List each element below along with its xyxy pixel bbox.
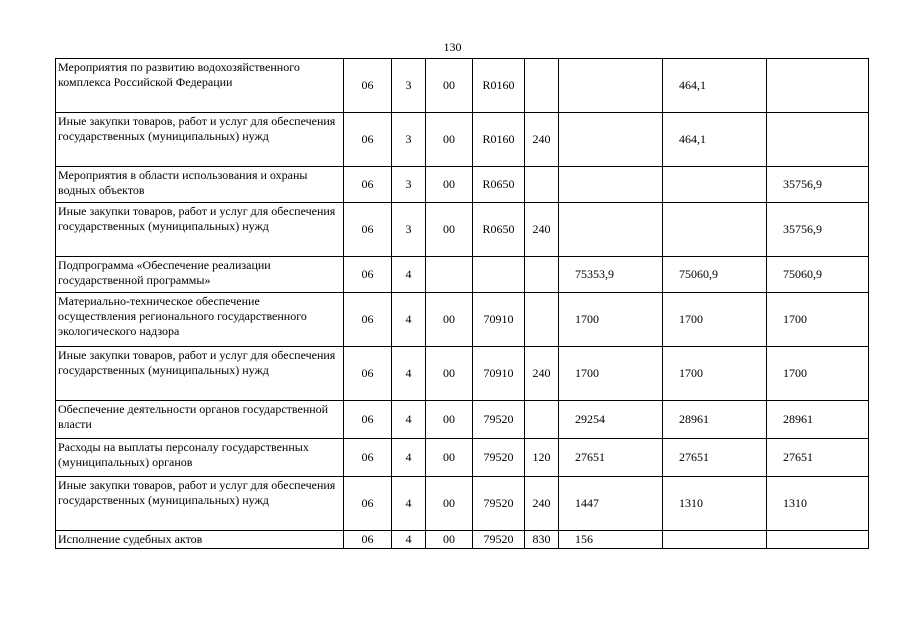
sub-code-cell bbox=[426, 257, 473, 293]
amount-year2-cell: 1700 bbox=[663, 293, 767, 347]
amount-year3-cell: 27651 bbox=[767, 439, 869, 477]
row-name-cell: Обеспечение деятельности органов государственной власти bbox=[56, 401, 344, 439]
amount-year1-cell bbox=[559, 167, 663, 203]
expense-type-cell: 240 bbox=[525, 347, 559, 401]
expense-type-cell: 240 bbox=[525, 477, 559, 531]
row-name-cell: Иные закупки товаров, работ и услуг для обеспечения государственных (муниципальных) нужд bbox=[56, 347, 344, 401]
amount-year2-cell: 1700 bbox=[663, 347, 767, 401]
table-row bbox=[56, 347, 869, 401]
section-code-cell: 06 bbox=[344, 113, 392, 167]
row-name-cell: Материально-техническое обеспечение осуществления регионального государственного экологического надзора bbox=[56, 293, 344, 347]
row-name-cell: Подпрограмма «Обеспечение реализации государственной программы» bbox=[56, 257, 344, 293]
amount-year3-cell: 1700 bbox=[767, 293, 869, 347]
section-code-cell: 06 bbox=[344, 439, 392, 477]
section-code-cell: 06 bbox=[344, 347, 392, 401]
target-article-cell: 79520 bbox=[473, 531, 525, 549]
section-code-cell: 06 bbox=[344, 257, 392, 293]
subsection-code-cell: 4 bbox=[392, 477, 426, 531]
amount-year1-cell: 1700 bbox=[559, 347, 663, 401]
subsection-code-cell: 4 bbox=[392, 439, 426, 477]
section-code-cell: 06 bbox=[344, 531, 392, 549]
table-row bbox=[56, 257, 869, 293]
amount-year1-cell: 1700 bbox=[559, 293, 663, 347]
amount-year3-cell bbox=[767, 531, 869, 549]
target-article-cell: R0650 bbox=[473, 203, 525, 257]
amount-year3-cell: 35756,9 bbox=[767, 167, 869, 203]
row-name-cell: Иные закупки товаров, работ и услуг для обеспечения государственных (муниципальных) нужд bbox=[56, 113, 344, 167]
subsection-code-cell: 4 bbox=[392, 257, 426, 293]
amount-year2-cell: 464,1 bbox=[663, 59, 767, 113]
subsection-code-cell: 4 bbox=[392, 293, 426, 347]
amount-year1-cell: 75353,9 bbox=[559, 257, 663, 293]
row-name-cell: Иные закупки товаров, работ и услуг для обеспечения государственных (муниципальных) нужд bbox=[56, 203, 344, 257]
amount-year1-cell: 156 bbox=[559, 531, 663, 549]
sub-code-cell: 00 bbox=[426, 167, 473, 203]
expense-type-cell bbox=[525, 257, 559, 293]
amount-year2-cell bbox=[663, 167, 767, 203]
subsection-code-cell: 3 bbox=[392, 113, 426, 167]
amount-year2-cell: 1310 bbox=[663, 477, 767, 531]
target-article-cell: R0160 bbox=[473, 59, 525, 113]
expense-type-cell bbox=[525, 293, 559, 347]
row-name-cell: Исполнение судебных актов bbox=[56, 531, 344, 549]
table-row bbox=[56, 401, 869, 439]
section-code-cell: 06 bbox=[344, 401, 392, 439]
section-code-cell: 06 bbox=[344, 203, 392, 257]
budget-table bbox=[55, 58, 869, 549]
table-row bbox=[56, 203, 869, 257]
subsection-code-cell: 4 bbox=[392, 531, 426, 549]
page-number: 130 bbox=[443, 40, 462, 54]
section-code-cell: 06 bbox=[344, 59, 392, 113]
amount-year3-cell bbox=[767, 113, 869, 167]
target-article-cell: 79520 bbox=[473, 477, 525, 531]
expense-type-cell: 240 bbox=[525, 203, 559, 257]
sub-code-cell: 00 bbox=[426, 203, 473, 257]
amount-year2-cell: 28961 bbox=[663, 401, 767, 439]
subsection-code-cell: 3 bbox=[392, 167, 426, 203]
table-row bbox=[56, 293, 869, 347]
sub-code-cell: 00 bbox=[426, 347, 473, 401]
row-name-cell: Расходы на выплаты персоналу государственных (муниципальных) органов bbox=[56, 439, 344, 477]
sub-code-cell: 00 bbox=[426, 439, 473, 477]
section-code-cell: 06 bbox=[344, 167, 392, 203]
amount-year1-cell: 27651 bbox=[559, 439, 663, 477]
amount-year2-cell: 27651 bbox=[663, 439, 767, 477]
target-article-cell: 79520 bbox=[473, 439, 525, 477]
expense-type-cell bbox=[525, 59, 559, 113]
table-row bbox=[56, 113, 869, 167]
row-name-cell: Мероприятия в области использования и охраны водных объектов bbox=[56, 167, 344, 203]
target-article-cell: 79520 bbox=[473, 401, 525, 439]
sub-code-cell: 00 bbox=[426, 59, 473, 113]
amount-year1-cell bbox=[559, 203, 663, 257]
target-article-cell: R0650 bbox=[473, 167, 525, 203]
expense-type-cell: 240 bbox=[525, 113, 559, 167]
sub-code-cell: 00 bbox=[426, 293, 473, 347]
subsection-code-cell: 3 bbox=[392, 59, 426, 113]
amount-year3-cell: 1310 bbox=[767, 477, 869, 531]
expense-type-cell bbox=[525, 167, 559, 203]
section-code-cell: 06 bbox=[344, 293, 392, 347]
amount-year3-cell: 1700 bbox=[767, 347, 869, 401]
amount-year3-cell: 35756,9 bbox=[767, 203, 869, 257]
subsection-code-cell: 3 bbox=[392, 203, 426, 257]
expense-type-cell: 830 bbox=[525, 531, 559, 549]
amount-year1-cell: 1447 bbox=[559, 477, 663, 531]
sub-code-cell: 00 bbox=[426, 531, 473, 549]
amount-year1-cell: 29254 bbox=[559, 401, 663, 439]
target-article-cell: R0160 bbox=[473, 113, 525, 167]
row-name-cell: Мероприятия по развитию водохозяйственного комплекса Российской Федерации bbox=[56, 59, 344, 113]
amount-year3-cell: 75060,9 bbox=[767, 257, 869, 293]
expense-type-cell: 120 bbox=[525, 439, 559, 477]
sub-code-cell: 00 bbox=[426, 401, 473, 439]
target-article-cell bbox=[473, 257, 525, 293]
table-row bbox=[56, 59, 869, 113]
table-row bbox=[56, 167, 869, 203]
amount-year2-cell bbox=[663, 203, 767, 257]
expense-type-cell bbox=[525, 401, 559, 439]
amount-year2-cell bbox=[663, 531, 767, 549]
amount-year1-cell bbox=[559, 59, 663, 113]
target-article-cell: 70910 bbox=[473, 347, 525, 401]
subsection-code-cell: 4 bbox=[392, 401, 426, 439]
sub-code-cell: 00 bbox=[426, 113, 473, 167]
table-row bbox=[56, 477, 869, 531]
amount-year2-cell: 75060,9 bbox=[663, 257, 767, 293]
section-code-cell: 06 bbox=[344, 477, 392, 531]
subsection-code-cell: 4 bbox=[392, 347, 426, 401]
row-name-cell: Иные закупки товаров, работ и услуг для обеспечения государственных (муниципальных) нужд bbox=[56, 477, 344, 531]
amount-year3-cell bbox=[767, 59, 869, 113]
sub-code-cell: 00 bbox=[426, 477, 473, 531]
table-row bbox=[56, 439, 869, 477]
amount-year1-cell bbox=[559, 113, 663, 167]
table-body bbox=[56, 59, 869, 549]
amount-year3-cell: 28961 bbox=[767, 401, 869, 439]
target-article-cell: 70910 bbox=[473, 293, 525, 347]
table-row bbox=[56, 531, 869, 549]
amount-year2-cell: 464,1 bbox=[663, 113, 767, 167]
